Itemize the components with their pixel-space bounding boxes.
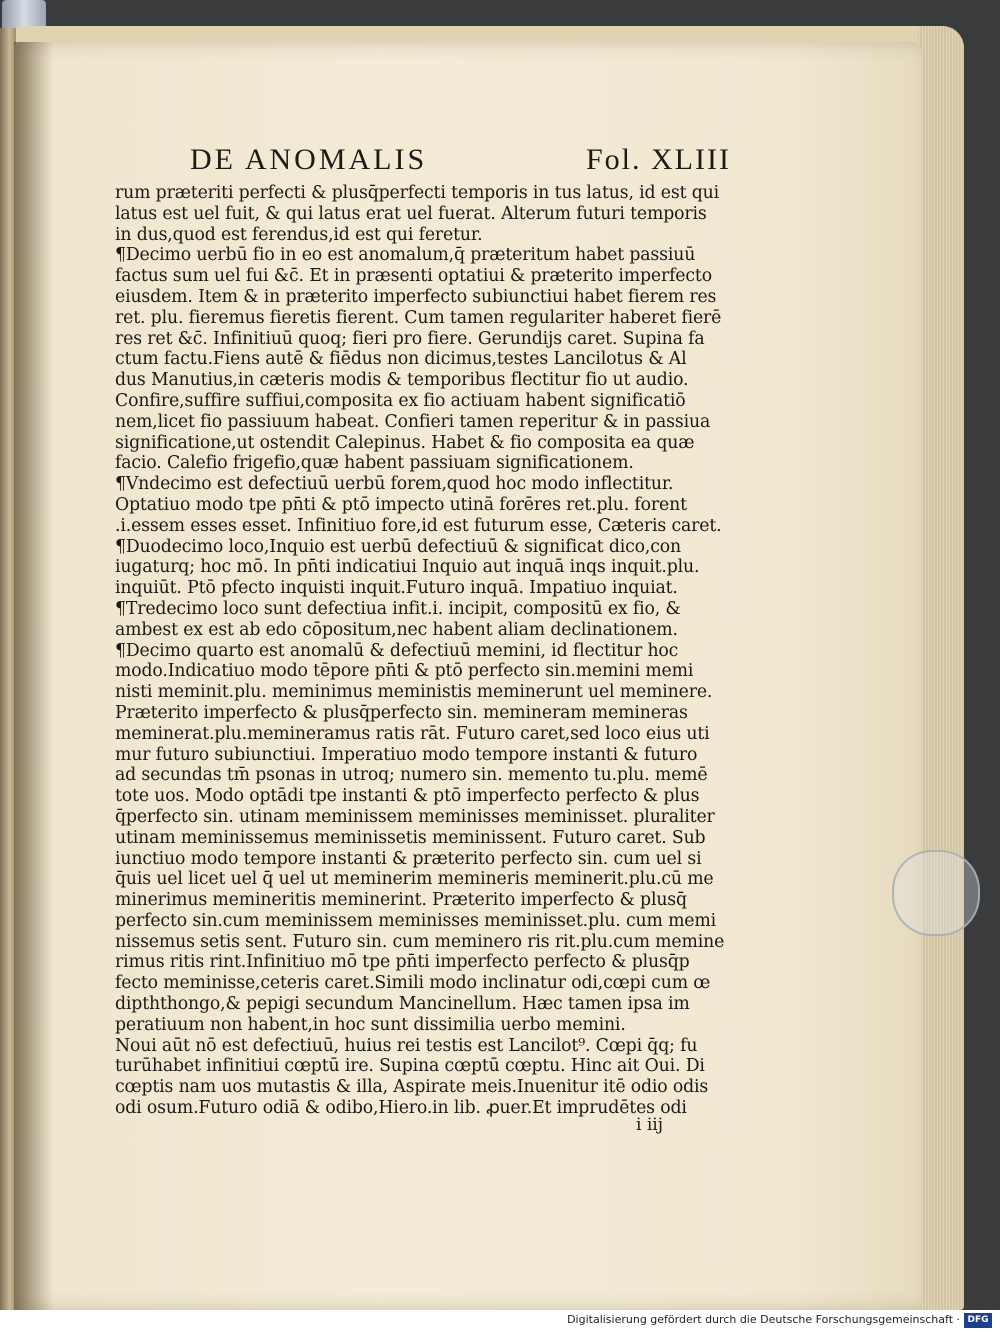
text-line: fecto meminisse,ceteris caret.Simili modo inclinatur odi,cœpi cum œ (115, 973, 711, 994)
text-line: ctum factu.Fiens autē & fiēdus non dicimus,testes Lancilotus & Al (115, 349, 687, 370)
paper-clip (892, 850, 980, 936)
text-line: ambest ex est ab edo cōpositum,nec habent aliam declinationem. (115, 619, 678, 640)
signature-mark: i iij (636, 1115, 663, 1135)
text-line: modo.Indicatiuo modo tēpore pn̄ti & ptō perfecto sin.memini memi (115, 661, 694, 682)
text-line: rimus ritis rint.Infinitiuo mō tpe pn̄ti imperfecto perfecto & plusq̄p (115, 952, 690, 973)
page-edges (918, 26, 964, 1310)
text-line: nissemus setis sent. Futuro sin. cum meminero ris rit.plu.cum memine (115, 931, 725, 952)
text-line: nem,licet fio passiuum habeat. Confieri tamen reperitur & in passiua (115, 411, 711, 432)
text-line: iunctiuo modo tempore instanti & præterito perfecto sin. cum uel si (115, 848, 702, 869)
text-line: iugaturq; hoc mō. In pn̄ti indicatiui Inquio aut inquā inqs inquit.plu. (115, 557, 700, 578)
text-line: ¶Vndecimo est defectiuū uerbū forem,quod hoc modo inflectitur. (115, 474, 674, 495)
text-line: odi osum.Futuro odiā & odibo,Hiero.in lib. ꝓuer.Et imprudētes odi (115, 1098, 687, 1119)
text-line: utinam meminissemus meminissetis meminissent. Futuro caret. Sub (115, 827, 706, 848)
text-line: peratiuum non habent,in hoc sunt dissimilia uerbo memini. (115, 1014, 626, 1035)
text-line: q̄uis uel licet uel q̄ uel ut meminerim memineris meminerit.plu.cū me (115, 869, 714, 890)
folio-number: Fol. XLIII (586, 143, 731, 176)
dfg-logo-icon: DFG (964, 1313, 992, 1328)
text-line: ¶Tredecimo loco sunt defectiua infit.i. incipit, compositū ex fio, & (115, 598, 681, 619)
text-line: dus Manutius,in cæteris modis & temporibus flectitur fio ut audio. (115, 370, 689, 391)
text-line: Confire,suffire suffiui,composita ex fio actiuam habent significatiō (115, 390, 686, 411)
footer-bar (0, 1310, 1000, 1332)
text-line: .i.essem esses esset. Infinitiuo fore,id est futurum esse, Cæteris caret. (115, 515, 722, 536)
text-line: turūhabet infinitiui cœptū ire. Supina cœptū cœptu. Hinc ait Oui. Di (115, 1056, 705, 1077)
text-line: q̄perfecto sin. utinam meminissem meminisses meminisset. pluraliter (115, 806, 715, 827)
text-line: rum præteriti perfecti & plusq̄perfecti temporis in tus latus, id est qui (115, 183, 719, 203)
body-text (115, 183, 755, 1119)
text-line: eiusdem. Item & in præterito imperfecto subiunctiui habet fierem res (115, 286, 717, 307)
text-line: significatione,ut ostendit Calepinus. Habet & fio composita ea quæ (115, 432, 695, 453)
text-line: cœptis nam uos mutastis & illa, Aspirate meis.Inuenitur itē odio odis (115, 1077, 709, 1098)
text-line: res ret &c̄. Infinitiuū quoq; fieri pro fiere. Gerundijs caret. Supina fa (115, 328, 705, 349)
text-line: facio. Calefio frigefio,quæ habent passiuam significationem. (115, 453, 634, 474)
text-line: ad secundas tm̄ psonas in utroq; numero sin. memento tu.plu. memē (115, 765, 708, 786)
text-line: nisti meminit.plu. meminimus meministis meminerunt uel meminere. (115, 682, 713, 703)
text-line: minerimus memineritis meminerint. Præterito imperfecto & plusq̄ (115, 890, 687, 911)
funding-credit: Digitalisierung gefördert durch die Deutsche Forschungsgemeinschaft · (567, 1313, 960, 1326)
text-line: ¶Decimo uerbū fio in eo est anomalum,q̄ præteritum habet passiuū (115, 245, 696, 266)
text-line: inquiūt. Ptō pfecto inquisti inquit.Futuro inquā. Impatiuo inquiat. (115, 578, 678, 599)
text-line: Præterito imperfecto & plusq̄perfecto sin. memineram memineras (115, 702, 688, 723)
text-line: Noui aūt nō est defectiuū, huius rei testis est Lancilot⁹. Cœpi q̄q; fu (115, 1035, 698, 1056)
text-line: ¶Decimo quarto est anomalū & defectiuū memini, id flectitur hoc (115, 640, 679, 661)
gutter-shadow (14, 42, 54, 1310)
text-line: Optatiuo modo tpe pn̄ti & ptō impecto utinā forēres ret.plu. forent (115, 494, 687, 515)
running-head-title: DE ANOMALIS (190, 143, 428, 176)
text-line: ¶Duodecimo loco,Inquio est uerbū defectiuū & significat dico,con (115, 536, 682, 557)
text-line: ret. plu. fieremus fieretis fierent. Cum tamen regulariter haberet fierē (115, 307, 722, 328)
text-line: factus sum uel fui &c̄. Et in præsenti optatiui & præterito imperfecto (115, 266, 712, 287)
running-head (0, 143, 1000, 183)
text-line: tote uos. Modo optādi tpe instanti & ptō imperfecto perfecto & plus (115, 786, 700, 807)
text-line: in dus,quod est ferendus,id est qui feretur. (115, 224, 483, 245)
text-line: meminerat.plu.memineramus ratis rāt. Futuro caret,sed loco eius uti (115, 723, 710, 744)
text-line: perfecto sin.cum meminissem meminisses meminisset.plu. cum memi (115, 910, 716, 931)
text-line: dipththongo,& pepigi secundum Mancinellum. Hæc tamen ipsa im (115, 994, 690, 1015)
text-line: latus est uel fuit, & qui latus erat uel fuerat. Alterum futuri temporis (115, 203, 707, 224)
text-line: mur futuro subiunctiui. Imperatiuo modo tempore instanti & futuro (115, 744, 698, 765)
